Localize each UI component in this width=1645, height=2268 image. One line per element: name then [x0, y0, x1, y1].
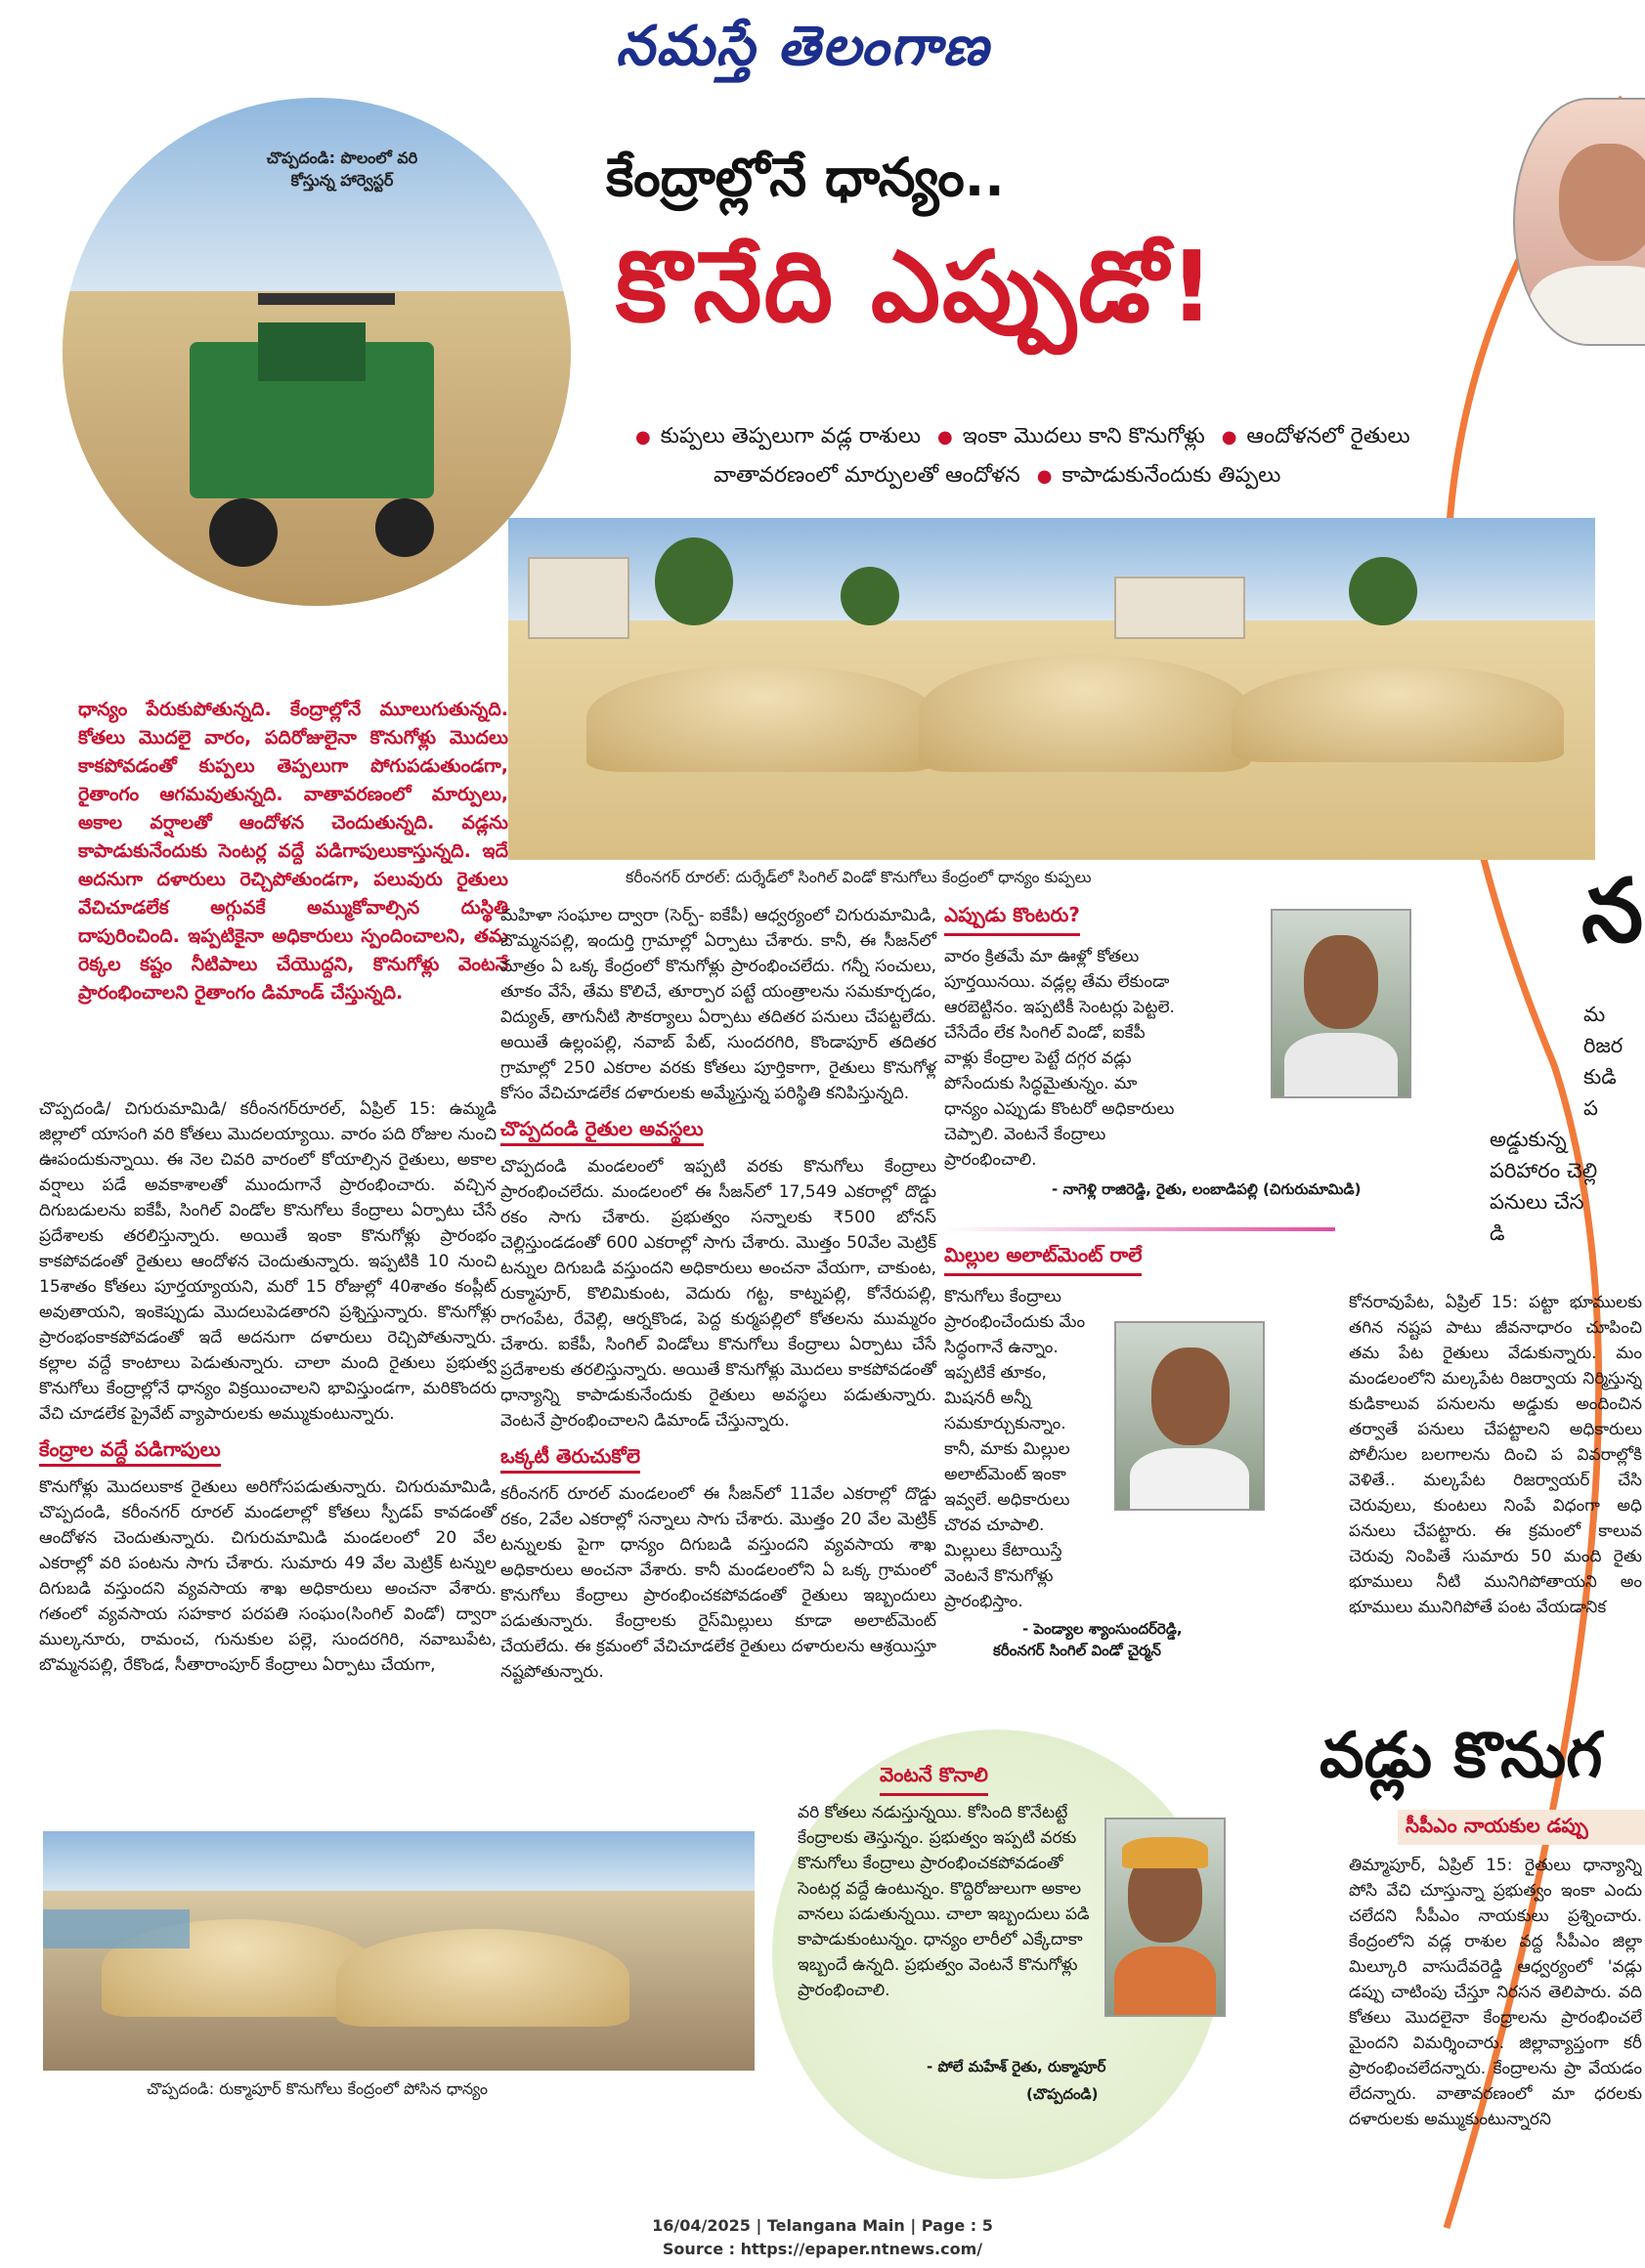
col1-subhead: కేంద్రాల వద్దే పడిగాపులు	[39, 1436, 221, 1467]
bullet-item: మ	[1583, 1003, 1606, 1026]
rukmapur-grain-photo	[43, 1831, 755, 2071]
column-1	[39, 1096, 497, 1678]
col2-body2: చొప్పదండి మండలంలో ఇప్పటి వరకు కొనుగోలు కేంద్రాలు ప్రారంభించలేదు. మండలంలో ఈ సీజన్‌లో 17,549 ఎకరాల్లో దొడ్డు రకం సాగు చేశారు. ప్రభుత్వం సన్నాలకు ₹500 బోనస్ చెల్లిస్తుండడంతో 600 ఎకరాల్లో సాగు చేశారు. మొత్తం 50వేల మెట్రిక్ టన్నుల దిగుబడి వస్తుందని అధికారులు అంచనా వేయగా, చాకుంట, రుక్మాపూర్, కొలిమికుంట, వెదురు గట్ట, కాట్నపల్లి, కోనేరుపల్లి, రాగంపేట, రేవెల్లి, ఆర్నకొండ, పెద్ద కుర్మపల్లిలో కోతలను ముమ్మరం చేశారు. ఐకేపీ, సింగిల్ విండోలు కొనుగోలు కేంద్రాలు ఏర్పాటు చేసే ప్రదేశాలకు తరలిస్తున్నారు. అయితే కొనుగోళ్లు మొదలు కాకపోవడంతో ధాన్యాన్ని కాపాడుకునేందుకు రైతులు అవస్థలు పడుతున్నారు. వెంటనే ప్రారంభించాలని డిమాండ్ చేస్తున్నారు.	[500, 1157, 936, 1431]
main-photo-caption: కరీంనగర్ రూరల్: దుర్శేడ్‌లో సింగిల్ విండో కొనుగోలు కేంద్రంలో ధాన్యం కుప్పలు	[626, 868, 1092, 886]
col2-body3: కరీంనగర్ రూరల్ మండలంలో ఈ సీజన్‌లో 11వేల ఎకరాల్లో దొడ్డు రకం, 2వేల ఎకరాల్లో సన్నాలు సాగు చేశారు. మొత్తం 20 వేల మెట్రిక్ టన్నులకు పైగా ధాన్యం దిగుబడి వస్తుందని వ్యవసాయ శాఖ అధికారులు అంచనా వేశారు. కానీ మండలంలోని ఏ ఒక్క గ్రామంలో కొనుగోలు కేంద్రాలు ప్రారంభించకపోవడంతో రైతులు ఇబ్బందులు పడుతున్నారు. కేంద్రాలకు రైస్‌మిల్లులు కూడా అలాట్‌మెంట్ చేయలేదు. ఈ క్రమంలో వేచిచూడలేక రైతులు దళారులను ఆశ్రయిస్తూ నష్టపోతున్నారు.	[500, 1484, 936, 1682]
box2-title: మిల్లుల అలాట్‌మెంట్ రాలే	[944, 1243, 1142, 1276]
farmer-portrait-1	[1271, 909, 1411, 1098]
chairman-portrait	[1114, 1321, 1265, 1511]
bullet-item: ఆందోళనలో రైతులు	[1246, 424, 1410, 449]
headline-line1: కేంద్రాల్లోనే ధాన్యం..	[606, 147, 1005, 208]
harvester-wheel	[209, 498, 278, 567]
bullet-item: రిజర	[1583, 1034, 1623, 1057]
tarpaulin	[43, 1909, 190, 1948]
farmer-portrait-2	[1104, 1818, 1226, 2017]
right-story2-subhead: సీపీఎం నాయకుల డప్పు	[1398, 1810, 1645, 1845]
box2-signature: - పెండ్యాల శ్యాంసుందర్‌రెడ్డి,	[1022, 1620, 1183, 1638]
box1-quote: వారం క్రితమే మా ఊళ్లో కోతలు పూర్తయినయి. వడ్లల్ల తేమ లేకుండా ఆరబెట్టినం. ఇప్పటికీ సెంటర్లు పెట్టలె. చేసేదేం లేక సింగిల్ విండో, ఐకేపీ వాళ్లు కేంద్రాల పెట్టే దగ్గర వడ్లు పోసేందుకు సిద్ధమైతున్నం. మా ధాన్యం ఎప్పుడు కొంటరో అధికారులు చెప్పాలి. వెంటనే కేంద్రాలు ప్రారంభించాలి.	[944, 947, 1175, 1170]
col2-subhead1: చొప్పదండి రైతుల అవస్థలు	[500, 1116, 704, 1146]
col2-body: మహిళా సంఘాల ద్వారా (సెర్ప్- ఐకేపీ) ఆధ్వర్యంలో చిగురుమామిడి, బొమ్మనపల్లి, ఇందుర్తి గ్రామాల్లో ఏర్పాటు చేశారు. కానీ, ఈ సీజన్‌లో మాత్రం ఏ ఒక్క కేంద్రంలో కొనుగోళ్లు ప్రారంభించలేదు. గన్నీ సంచులు, తూకం వేసే, తేమ కొలిచే, తూర్పార పట్టే యంత్రాలను సమకూర్చడం, విద్యుత్, తాగునీటి సౌకర్యాలు ఏర్పాటు తదితర పనులు చేపట్టలేదు. అయితే ఉల్లంపల్లి, నవాబ్ పేట్, సుందరగిరి, కొండాపూర్ తదితర గ్రామాల్లో 250 ఎకరాల వరకు కోతలు పూర్తికాగా, రైతులు కొనుగోళ్ల కోసం వేచిచూడలేక దళారులకు అమ్మేస్తున్న పరిస్థితి కనిపిస్తున్నది.	[500, 906, 936, 1103]
bullet-row-2: వాతావరణంలో మార్పులతో ఆందోళన ● కాపాడుకునేందుకు తిప్పలు	[714, 463, 1281, 488]
bullet-item: ఇంకా మొదలు కాని కొనుగోళ్లు	[962, 424, 1205, 449]
column-2	[500, 903, 936, 1685]
box3-signature-place: (చొప్పదండి)	[1026, 2085, 1099, 2103]
divider	[944, 1227, 1335, 1231]
bottom-photo-caption: చొప్పదండి: రుక్మాపూర్ కొనుగోలు కేంద్రంలో పోసిన ధాన్యం	[147, 2079, 488, 2098]
right-story2-body: తిమ్మాపూర్, ఏప్రిల్ 15: రైతులు ధాన్యాన్ని పోసి వేచి చూస్తున్నా ప్రభుత్వం ఇంకా ఎందు చలేదని సీపీఎం నాయకులు ప్రశ్నించారు. కేంద్రంలోని వడ్ల రాశుల వద్ద సీపీఎం జిల్లా మిల్కూరి వాసుదేవరెడ్డి ఆధ్వర్యంలో 'వడ్లు డప్పు చాటింపు చేస్తూ నిరసన తెలిపారు. వది కోతలు మొదలైనా కేంద్రాలను ప్రారంభించలే మైందని విమర్శించారు. జిల్లావ్యాప్తంగా కరీ ప్రారంభించలేదన్నారు. కేంద్రాలను ప్రా వేయడం లేదన్నారు. వాతావరణంలో మా ధరలకు దళారులకు అమ్ముకుంటున్నారని	[1349, 1856, 1642, 2129]
box3-quote: వరి కోతలు నడుస్తున్నయి. కోసింది కొనేటట్టే కేంద్రాలకు తెస్తున్నం. ప్రభుత్వం ఇప్పటి వరకు కొనుగోలు కేంద్రాలు ప్రారంభించకపోవడంతో సెంటర్ల వద్దే ఉంటున్నం. కొద్దిరోజులుగా అకాల వానలు పడుతున్నయి. చాలా ఇబ్బందులు పడి కాపాడుకుంటున్నం. ధాన్యం లారీలో ఎక్కేదాకా ఇబ్బందే ఉన్నది. ప్రభుత్వం వెంటనే కొనుగోళ్లు ప్రారంభించాలి.	[798, 1803, 1090, 2000]
grain-heap	[586, 664, 938, 772]
headline-line2: కొనేది ఎప్పుడో!	[616, 230, 1217, 344]
bullet-item: కుడి	[1583, 1065, 1617, 1089]
box3-title-wrap	[880, 1763, 988, 1796]
grain-heap	[919, 655, 1251, 772]
bullet-item: పనులు చేస	[1490, 1190, 1584, 1214]
bullet-item: కుప్పలు తెప్పలుగా వడ్ల రాశులు	[660, 424, 922, 449]
bullet-item: ప	[1583, 1096, 1598, 1120]
box1-title: ఎప్పుడు కొంటరు?	[944, 903, 1080, 936]
footer-date-line: 16/04/2025 | Telangana Main | Page : 5	[652, 2216, 993, 2235]
right-story1-bullets	[1583, 999, 1645, 1124]
bullet-row-1: ● కుప్పలు తెప్పలుగా వడ్ల రాశులు ● ఇంకా మొదలు కాని కొనుగోళ్లు ● ఆందోళనలో రైతులు	[635, 424, 1410, 449]
right-story1-headline: న	[1581, 860, 1644, 963]
bullet-item: వాతావరణంలో మార్పులతో ఆందోళన	[714, 463, 1020, 488]
bullet-item: పరిహారం చెల్లి	[1490, 1159, 1598, 1182]
box3-title: వెంటనే కొనాలి	[880, 1763, 988, 1796]
col2-subhead2: ఒక్కటీ తెరుచుకోలె	[500, 1443, 640, 1474]
lead-paragraph: ధాన్యం పేరుకుపోతున్నది. కేంద్రాల్లోనే మూలుగుతున్నది. కోతలు మొదలై వారం, పదిరోజులైనా కొనుగోళ్లు మొదలు కాకపోవడంతో కుప్పలు తెప్పలుగా పోగుపడుతుండగా, రైతాంగం ఆగమవుతున్నది. వాతావరణంలో మార్పులు, అకాల వర్షాలతో ఆందోళన చెందుతున్నది. వడ్లను కాపాడుకునేందుకు సెంటర్ల వద్దే పడిగాపులుకాస్తున్నది. ఇదే అదనుగా దళారులు రెచ్చిపోతుండగా, పలువురు రైతులు వేచిచూడలేక అగ్గువకే అమ్ముకోవాల్సిన దుస్థితి దాపురించింది. ఇప్పటికైనా అధికారులు స్పందించాలని, తమ రెక్కల కష్టం నీటిపాలు చేయొద్దని, కొనుగోళ్లు వెంటనే ప్రారంభించాలని రైతాంగం డిమాండ్ చేస్తున్నది.	[78, 699, 508, 1004]
bullet-item: డి	[1490, 1221, 1505, 1245]
right-story2-headline: వడ్లు కొనుగ	[1320, 1720, 1603, 1792]
box2-signature-role: కరీంనగర్ సింగిల్ విండో చైర్మన్	[993, 1642, 1161, 1659]
harvester-wheel	[375, 498, 434, 557]
grain-heap	[336, 1929, 629, 2027]
harvester-caption: చొప్పదండి: పొలంలో వరి కోస్తున్న హార్వెస్టర్	[266, 149, 418, 190]
col1-body: చొప్పదండి/ చిగురుమామిడి/ కరీంనగర్‌రూరల్, ఏప్రిల్ 15: ఉమ్మడి జిల్లాలో యాసంగి వరి కోతలు మొదలయ్యాయి. వారం పది రోజుల నుంచి ఊపందుకున్నాయి. ఈ నెల చివరి వారంలో కోయాల్సిన రైతులు, అకాల వర్షాలు పడే అవకాశాలతో ముందుగానే ప్రారంభించారు. వచ్చిన దిగుబడులను ఐకేపీ, సింగిల్ విండోల కొనుగోలు కేంద్రాలు ఏర్పాటు చేసే ప్రదేశాలకు తరలిస్తున్నారు. అయితే ఇంకా కొనుగోళ్లు ప్రారంభం కాకపోవడంతో రైతులు ఆందోళన చెందుతున్నారు. ఇప్పటికి 10 నుంచి 15శాతం కోతలు పూర్తయ్యాయని, మరో 15 రోజుల్లో 40శాతం కంప్లీట్ అవుతాయని, ఇంకెప్పుడు మొదలుపెడతారని ప్రశ్నిస్తున్నారు. కొనుగోళ్లు ప్రారంభంకాకపోవడంతో ఇదే అదనుగా దళారులు రెచ్చిపోతున్నారు. కల్లాల వద్దే కాంటాలు పెడుతున్నారు. చాలా మంది రైతులు ప్రభుత్వ కొనుగోలు కేంద్రాల్లోనే ధాన్యం విక్రయించాలని భావిస్తుండగా, మరికొందరు వేచి చూడలేక ప్రైవేట్ వ్యాపారులకు అమ్ముకుంటున్నారు.	[39, 1099, 497, 1424]
footer-source-line: Source : https://epaper.ntnews.com/	[662, 2240, 983, 2258]
grain-heap	[1232, 664, 1564, 762]
masthead-logo: నమస్తే తెలంగాణ	[616, 14, 990, 78]
right-story1-bullets2	[1490, 1124, 1645, 1249]
grain-heaps-photo	[508, 518, 1595, 860]
col1-body2: కొనుగోళ్లు మొదలుకాక రైతులు అరిగోసపడుతున్నారు. చిగురుమామిడి, చొప్పదండి, కరీంనగర్ రూరల్ మండలాల్లో కోతలు స్పీడప్ కావడంతో ఆందోళన చెందుతున్నారు. చిగురుమామిడి మండలంలో 20 వేల ఎకరాల్లో వరి పంటను సాగు చేశారు. సుమారు 49 వేల మెట్రిక్ టన్నుల దిగుబడి వస్తుందని వ్యవసాయ శాఖ అధికారులు అంచనా వేశారు. గతంలో వ్యవసాయ సహకార పరపతి సంఘం(సింగిల్ విండో) ద్వారా ముల్కనూరు, రామంచ, గునుకుల పల్లె, సుందరగిరి, నవాబుపేట, బొమ్మనపల్లి, రేకొండ, సీతారాంపూర్ కేంద్రాలు ఏర్పాటు చేయగా,	[39, 1477, 497, 1675]
box2-quote: కొనుగోలు కేంద్రాలు ప్రారంభించేందుకు మేం సిద్ధంగానే ఉన్నాం. ఇప్పటికే తూకం, మిషనరీ అన్నీ సమకూర్చుకున్నాం. కానీ, మాకు మిల్లుల అలాట్‌మెంట్ ఇంకా ఇవ్వలే. అధికారులు చొరవ చూపాలి. మిల్లులు కేటాయిస్తే వెంటనే కొనుగోళ్లు ప్రారంభిస్తాం.	[944, 1287, 1086, 1611]
right-story1-body: కోనరావుపేట, ఏప్రిల్ 15: పట్టా భూములకు తగిన నష్టప పాటు జీవనాధారం చూపించి తమ పేట రైతులు వేడుకున్నారు. మం మండలంలోని మల్కపేట రిజర్వాయ నిర్మిస్తున్న కుడికాలువ పనులను అడ్డుకు అందించిన తర్వాతే పనులు చేపట్టాలని అధికారులు పోలీసుల బలగాలను దించి ప వివరాల్లోకి వెళితే.. మల్కపేట రిజర్వాయర్ చేసి చెరువులు, కుంటలు నింపే విధంగా అధి పనులు చేపట్టారు. ఈ క్రమంలో కాలువ చెరువు నింపితే సుమారు 50 మంది రైతు భూములు నీటి మునిగిపోతాయని అం భూములు మునిగిపోతే పంట వేయడానిక	[1349, 1293, 1642, 1617]
bullet-item: అడ్డుకున్న	[1490, 1128, 1567, 1151]
box1-signature: - నాగెళ్లి రాజిరెడ్డి, రైతు, లంబాడిపల్లి (చిగురుమామిడి)	[1052, 1180, 1362, 1198]
box3-signature: - పోలే మహేశ్ రైతు, రుక్మాపూర్	[927, 2058, 1106, 2075]
bullet-item: కాపాడుకునేందుకు తిప్పలు	[1061, 463, 1281, 488]
